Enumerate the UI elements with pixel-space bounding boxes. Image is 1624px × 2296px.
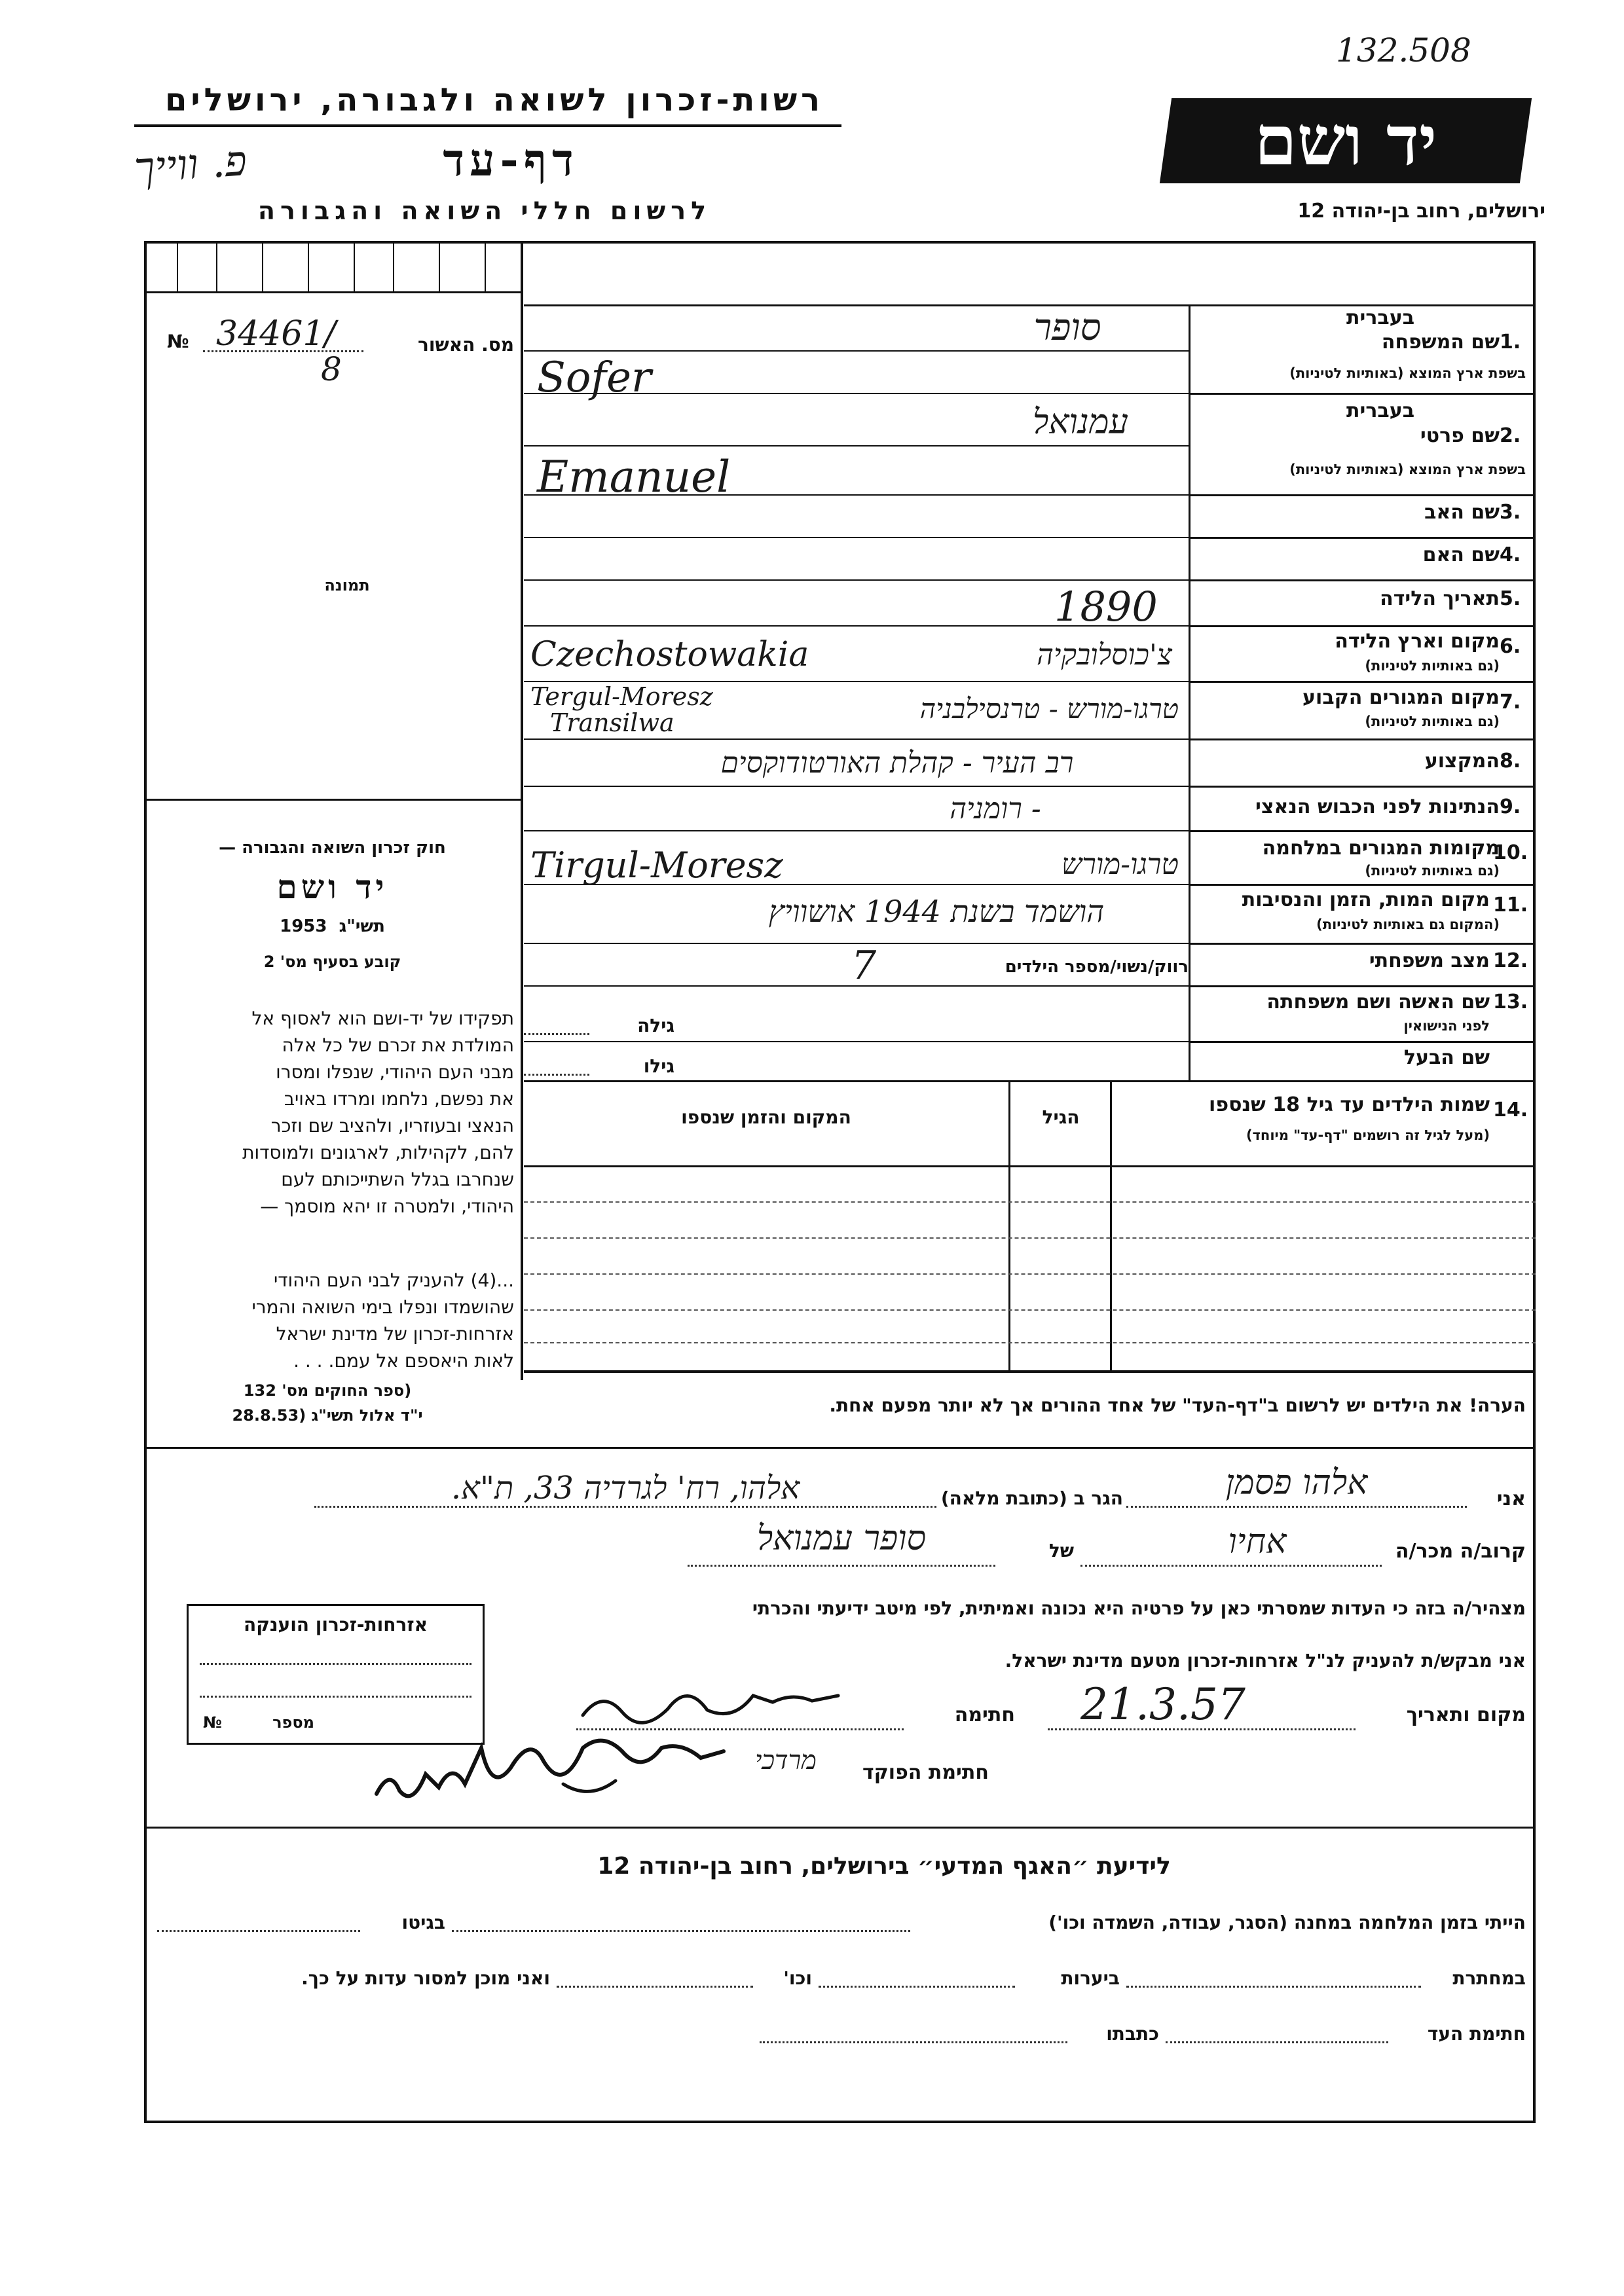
field-6-label: מקום וארץ הלידה xyxy=(1335,630,1500,653)
place-date-value: 21.3.57 xyxy=(1080,1679,1246,1730)
field-9-number: 9. xyxy=(1500,795,1521,818)
law-line: את נפשם, נלחמו ומרדו באויב xyxy=(284,1088,514,1110)
law-line: ...(4) להעניק לבני העם היהודי xyxy=(273,1269,514,1291)
field-7-label: מקום המגורים הקבוע xyxy=(1302,686,1500,709)
bottom-line-1-camp: הייתי בזמן המלחמה במחנה (הסגר, עבודה, השמדה וכו') xyxy=(1048,1912,1526,1933)
header-rule xyxy=(134,124,841,127)
law-line: לאות היאספם אל עמם. . . . xyxy=(293,1350,514,1372)
officer-name: מרדכי xyxy=(754,1745,817,1776)
field-13-label: שם האשה ושם משפחתה xyxy=(1266,991,1490,1013)
bottom-title-main: לידיעת ״האגף המדעי״ בירושלים xyxy=(810,1853,1171,1880)
field-1-value-hebrew: סופר xyxy=(1033,306,1101,349)
law-line: תפקידו של יד-ושם הוא לאסוף אל xyxy=(251,1008,514,1029)
bottom-line-1-ghetto: בגיטו xyxy=(401,1912,445,1933)
law-line: היהודי, ולמטרה זו יהא מוסמך — xyxy=(260,1195,514,1217)
law-clause: קובע בסעיף מס' 2 xyxy=(263,953,401,971)
approval-no-label: מס. האשור xyxy=(418,334,514,355)
field-14-sub: (מעל לגיל זה רושמים "דף-עד" מיוחד) xyxy=(1246,1127,1490,1143)
bottom-line-2-etc: וכו' xyxy=(783,1967,812,1989)
note-line: הערה! את הילדים יש לרשום ב"דף-העד" של אחד ההורים אך לא יותר מפעם אחת. xyxy=(829,1394,1526,1416)
labels-column-divider xyxy=(1189,304,1190,1080)
declarant-name: אלהו פסמן xyxy=(1225,1463,1368,1503)
law-line: אזרחות-זכרון של מדינת ישראל xyxy=(276,1323,514,1345)
field-10-value-latin: Tirgul-Moresz xyxy=(530,845,783,886)
approval-number: 34461/ xyxy=(216,314,336,354)
relation-value: אחיו xyxy=(1228,1522,1287,1561)
law-year xyxy=(154,917,511,936)
field-4-label: שם האם xyxy=(1422,543,1500,566)
wife-age-label: גילה xyxy=(637,1015,674,1036)
margin-note: פ. ווייך xyxy=(132,137,249,193)
witness-address-label: כתבתו xyxy=(1106,2023,1159,2045)
law-title: חוק זכרון השואה והגבורה — xyxy=(219,838,446,858)
field-6-sub: (גם באותיות לטיניות) xyxy=(1365,658,1500,674)
field-2-label: שם פרטי xyxy=(1420,424,1500,447)
field-10-number: 10. xyxy=(1493,841,1528,864)
field-9-value: - רומניה xyxy=(950,792,1041,826)
field-7-sub: (גם באותיות לטיניות) xyxy=(1365,714,1500,729)
field-3-number: 3. xyxy=(1500,501,1521,524)
field-7-value-latin-2: Transilwa xyxy=(550,708,674,737)
authority-line: רשות-זכרון לשואה ולגבורה, ירושלים xyxy=(164,82,824,118)
field-11-number: 11. xyxy=(1493,894,1528,917)
law-paragraph-2 xyxy=(151,1267,514,1374)
law-line: הנאצי ובעוזריו, ולהציב שם וזכר xyxy=(270,1115,514,1137)
field-1-sub: בשפת ארץ המוצא (באותיות לטיניות) xyxy=(1289,365,1526,381)
bottom-title-address: רחוב בן-יהודה 12 xyxy=(597,1853,793,1880)
law-line: להם, לקהילות, לארגונים ולמוסדות xyxy=(242,1142,514,1163)
field-1-value-latin: Sofer xyxy=(537,354,652,402)
field-7-value-hebrew: טרגו-מורש - טרנסילבניה xyxy=(919,693,1179,725)
field-7-value-latin-1: Tergul-Moresz xyxy=(530,682,713,711)
declarant-address: אלהו, רח' לגרדיה 33, ת"א. xyxy=(451,1470,800,1506)
law-year-heb: תשי"ג xyxy=(339,917,385,936)
field-14-number: 14. xyxy=(1493,1099,1528,1121)
statement-line-1: מצהיר/ה בזה כי העדות שמסרתי כאן על פרטיה היא נכונה ואמיתית, לפי מיטב ידיעתי והכרתי xyxy=(752,1597,1526,1619)
field-2-sub: בשפת ארץ המוצא (באותיות לטיניות) xyxy=(1289,462,1526,477)
field-13-number: 13. xyxy=(1493,991,1528,1013)
law-year-number: 1953 xyxy=(280,917,327,936)
law-date: י"ד אלול תשי"ג (28.8.53 xyxy=(232,1406,423,1425)
field-5-value: 1890 xyxy=(1054,583,1158,630)
officer-label: חתימת הפוקד xyxy=(862,1761,989,1784)
field-8-value: רב העיר - קהלת האורטודוקסים xyxy=(720,746,1074,780)
of-label: של xyxy=(1048,1540,1074,1561)
left-panel-divider xyxy=(521,241,523,1380)
field-2-value-hebrew: עמנואל xyxy=(1033,403,1128,442)
column-place-time: המקום והזמן שנספו xyxy=(681,1106,851,1128)
bottom-line-2-forests: ביערות xyxy=(1061,1967,1120,1989)
victim-name-declared: סופר עמנואל xyxy=(756,1519,927,1558)
no-symbol: № xyxy=(167,331,189,352)
field-7-number: 7. xyxy=(1500,691,1521,714)
field-4-number: 4. xyxy=(1500,543,1521,566)
in-hebrew-label-2: בעברית xyxy=(1346,399,1414,422)
bottom-title: לידיעת ״האגף המדעי״ בירושלים, רחוב בן-יהודה 12 xyxy=(597,1853,1171,1880)
bottom-line-2-underground: במחתרת xyxy=(1452,1967,1526,1989)
form-subtitle: לרשום חללי השואה והגבורה xyxy=(257,196,712,225)
law-line: שנחרבו בגלל השתייכותם לעם xyxy=(281,1169,514,1190)
law-line: שהושמדו ונפלו בימי השואה והמרי xyxy=(251,1296,514,1318)
field-8-label: המקצוע xyxy=(1424,750,1500,773)
i-label: אני xyxy=(1496,1487,1526,1510)
bottom-line-2-willing: ואני מוכן למסור עדות על כך. xyxy=(301,1967,550,1989)
field-12-number: 12. xyxy=(1493,949,1528,972)
field-2-value-latin: Emanuel xyxy=(537,452,731,502)
field-12-inline-label: רווק/נשוי/מספר הילדים xyxy=(1005,957,1189,977)
law-paragraph-1 xyxy=(151,1005,514,1220)
field-10-value-hebrew: טרגו-מורש xyxy=(1061,848,1179,881)
field-6-number: 6. xyxy=(1500,635,1521,658)
photo-label: תמונה xyxy=(324,576,370,594)
field-8-number: 8. xyxy=(1500,750,1521,773)
field-10-label: מקומות המגורים במלחמה xyxy=(1262,837,1500,860)
field-12-value: 7 xyxy=(851,943,877,989)
certificate-title: אזרחות-זכרון הוענקה xyxy=(244,1614,428,1635)
column-age: הגיל xyxy=(1042,1106,1080,1128)
archive-number: 132.508 xyxy=(1336,31,1471,69)
law-line: מבני העם היהודי, שנפלו ומסרו xyxy=(276,1061,514,1083)
law-source: (ספר החוקים מס' 132 xyxy=(243,1381,412,1400)
signature-label: חתימה xyxy=(954,1704,1015,1726)
yad-vashem-logo xyxy=(1160,98,1532,183)
field-6-value-hebrew: צ'כוסלובקיה xyxy=(1037,638,1172,672)
law-name: יד ושם xyxy=(276,867,388,906)
field-1-label: שם המשפחה xyxy=(1381,331,1500,354)
field-10-sub: (גם באותיות לטיניות) xyxy=(1365,863,1500,879)
resides-label: הגר ב (כתובת מלאה) xyxy=(940,1487,1123,1509)
certificate-number-label: מספר xyxy=(272,1713,314,1732)
field-5-number: 5. xyxy=(1500,587,1521,610)
husband-label: שם הבעל xyxy=(1403,1046,1490,1069)
field-6-value-latin: Czechostowakia xyxy=(530,635,809,674)
field-2-number: 2. xyxy=(1500,424,1521,447)
field-3-label: שם האב xyxy=(1424,501,1500,524)
in-hebrew-label-1: בעברית xyxy=(1346,306,1414,329)
field-13-sub: לפני הנישואין xyxy=(1403,1018,1490,1034)
field-11-value: הושמד בשנת 1944 אושוויץ xyxy=(768,894,1105,929)
form-title: דף-עד xyxy=(443,134,579,187)
approval-number-sub: 8 xyxy=(321,350,342,388)
husband-age-label: גילו xyxy=(643,1055,674,1077)
relative-label: קרוב/ה מכר/ה xyxy=(1395,1540,1526,1563)
field-11-label: מקום המות, הזמן והנסיבות xyxy=(1242,888,1490,911)
witness-signature-label: חתימת העד xyxy=(1427,2023,1526,2045)
certificate-no-symbol: № xyxy=(203,1713,222,1732)
field-11-sub: (המקום גם באותיות לטיניות) xyxy=(1316,917,1500,932)
field-14-label: שמות הילדים עד גיל 18 שנספו xyxy=(1209,1093,1490,1116)
field-12-label: מצב משפחתי xyxy=(1369,949,1490,972)
logo-text: יד ושם xyxy=(1254,100,1437,181)
field-1-number: 1. xyxy=(1500,331,1521,354)
field-5-label: תאריך הלידה xyxy=(1380,587,1500,610)
address-line: ירושלים, רחוב בן-יהודה 12 xyxy=(1297,200,1545,223)
statement-line-2: אני מבקש/ת להעניק לנ"ל אזרחות-זכרון מטעם מדינת ישראל. xyxy=(1005,1650,1526,1671)
field-9-label: הנתינות לפני הכבוש הנאצי xyxy=(1255,795,1500,818)
law-line: המולדת את זכרם של כל אלה xyxy=(282,1034,514,1056)
place-date-label: מקום ותאריך xyxy=(1406,1704,1526,1726)
